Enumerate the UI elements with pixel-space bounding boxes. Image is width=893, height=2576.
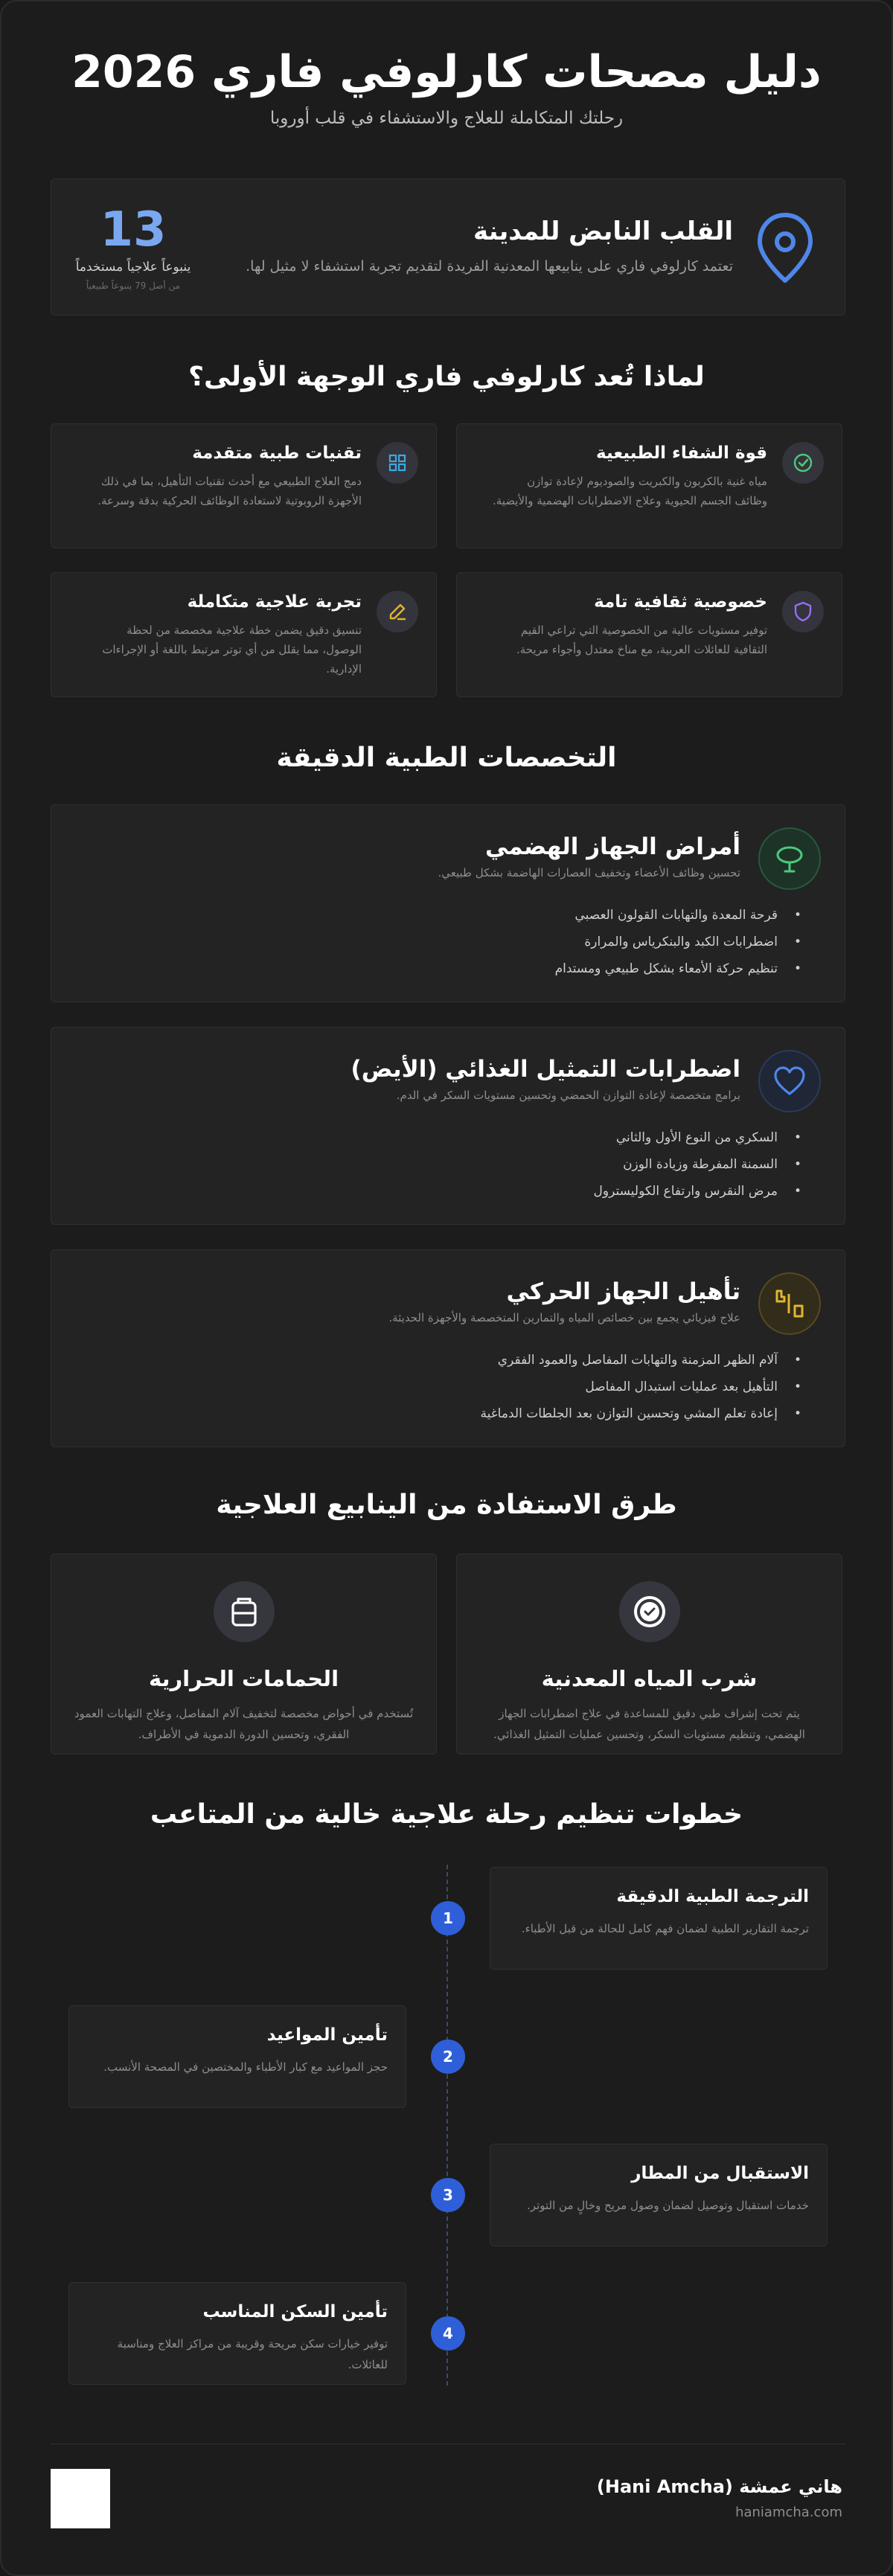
- feature-title: تجربة علاجية متكاملة: [187, 592, 362, 612]
- specialty-points: [594, 1124, 801, 1205]
- hero-title: القلب النابض للمدينة: [473, 217, 733, 246]
- specialty-card-digestive: [51, 804, 845, 1002]
- feature-description: توفير مستويات عالية من الخصوصية التي تراعي القيم الثقافية للعائلات العربية، مع مناخ معتدل وأجواء مريحة.: [516, 624, 767, 656]
- step-description: خدمات استقبال وتوصيل لضمان وصول مريح وخالٍ من التوتر.: [527, 2199, 809, 2212]
- shield-icon: [782, 591, 824, 632]
- author-name: هاني عمشة (Hani Amcha): [596, 2476, 842, 2497]
- list-item: • تنظيم حركة الأمعاء بشكل طبيعي ومستدام: [555, 955, 801, 982]
- method-title: الحمامات الحرارية: [148, 1666, 339, 1691]
- specialty-description: علاج فيزيائي يجمع بين خصائص المياه والتمارين المتخصصة والأجهزة الحديثة.: [388, 1311, 740, 1324]
- hero-card: [51, 179, 845, 315]
- author-website-link[interactable]: haniamcha.com: [735, 2505, 842, 2520]
- why-section-title: لماذا تُعد كارلوفي فاري الوجهة الأولى؟: [188, 362, 705, 392]
- stomach-icon: [758, 827, 821, 890]
- methods-section-title: طرق الاستفادة من الينابيع العلاجية: [216, 1490, 677, 1520]
- timeline-line: [446, 1865, 448, 2386]
- page-title: دليل مصحات كارلوفي فاري 2026: [71, 46, 822, 98]
- hero-stat: [74, 203, 193, 291]
- step-description: توفير خيارات سكن مريحة وقريبة من مراكز العلاج ومناسبة للعائلات.: [117, 2337, 388, 2371]
- method-description: تُستخدم في أحواض مخصصة لتخفيف آلام المفاصل، وعلاج التهابات العمود الفقري، وتحسين الدورة الدموية في الأطراف.: [74, 1707, 414, 1741]
- feature-card-integrated: [51, 572, 437, 697]
- steps-section-title: خطوات تنظيم رحلة علاجية خالية من المتاعب: [150, 1799, 743, 1830]
- feature-title: تقنيات طبية متقدمة: [192, 443, 362, 463]
- method-card-thermal: [51, 1554, 437, 1755]
- specialties-section-title: التخصصات الطبية الدقيقة: [276, 743, 617, 773]
- list-item: • مرض النقرس وارتفاع الكوليسترول: [594, 1178, 801, 1205]
- step-number-badge: 2: [431, 2040, 465, 2074]
- list-item: • السمنة المفرطة وزيادة الوزن: [594, 1151, 801, 1178]
- step-card-airport: [490, 2144, 828, 2246]
- shield-check-icon: [782, 442, 824, 484]
- list-item: • قرحة المعدة والتهابات القولون العصبي: [555, 902, 801, 929]
- feature-card-natural-healing: [456, 423, 842, 548]
- location-pin-icon: [755, 211, 815, 285]
- stat-label: ينبوعاً علاجياً مستخدماً: [75, 260, 191, 275]
- step-number-badge: 1: [431, 1901, 465, 1935]
- pencil-icon: [377, 591, 418, 632]
- specialty-card-motor: [51, 1249, 845, 1447]
- method-description: يتم تحت إشراف طبي دقيق للمساعدة في علاج اضطرابات الجهاز الهضمي، وتنظيم مستويات السكر، وتحسين عمليات التمثيل الغذائي.: [493, 1707, 805, 1741]
- specialty-description: تحسين وظائف الأعضاء وتخفيف العصارات الهاضمة بشكل طبيعي.: [438, 866, 740, 880]
- specialty-title: تأهيل الجهاز الحركي: [506, 1278, 740, 1305]
- page-subtitle: رحلتك المتكاملة للعلاج والاستشفاء في قلب أوروبا: [269, 109, 624, 128]
- list-item: • التأهيل بعد عمليات استبدال المفاصل: [481, 1374, 801, 1400]
- feature-title: خصوصية ثقافية تامة: [594, 592, 767, 612]
- check-circle-icon: [619, 1581, 680, 1642]
- page-header: [1, 40, 892, 128]
- list-item: • اضطرابات الكبد والبنكرياس والمرارة: [555, 929, 801, 955]
- specialty-title: اضطرابات التمثيل الغذائي (الأيض): [351, 1056, 740, 1083]
- feature-card-advanced-tech: [51, 423, 437, 548]
- method-title: شرب المياه المعدنية: [541, 1666, 758, 1691]
- feature-card-privacy: [456, 572, 842, 697]
- list-item: • إعادة تعلم المشي وتحسين التوازن بعد الجلطات الدماغية: [481, 1400, 801, 1427]
- list-item: • آلام الظهر المزمنة والتهابات المفاصل والعمود الفقري: [481, 1347, 801, 1374]
- step-number-badge: 3: [431, 2178, 465, 2212]
- hero-description: تعتمد كارلوفي فاري على ينابيعها المعدنية الفريدة لتقديم تجربة استشفاء لا مثيل لها.: [246, 258, 733, 275]
- stat-sub-label: من أصل 79 ينبوعاً طبيعياً: [86, 281, 181, 291]
- specialty-points: [481, 1347, 801, 1427]
- step-description: حجز المواعيد مع كبار الأطباء والمختصين في المصحة الأنسب.: [103, 2060, 388, 2074]
- joints-icon: [758, 1272, 821, 1335]
- stat-value: 13: [100, 202, 167, 257]
- grid-icon: [377, 442, 418, 484]
- step-number-badge: 4: [431, 2316, 465, 2351]
- feature-description: مياه غنية بالكربون والكبريت والصوديوم لإعادة توازن وظائف الجسم الحيوية وعلاج الاضطرابات الهضمية والأيضية.: [492, 475, 767, 507]
- step-card-translation: [490, 1867, 828, 1970]
- feature-title: قوة الشفاء الطبيعية: [596, 443, 767, 463]
- step-card-housing: [68, 2282, 406, 2385]
- specialty-card-metabolic: [51, 1027, 845, 1225]
- step-title: الترجمة الطبية الدقيقة: [616, 1887, 809, 1906]
- step-title: تأمين السكن المناسب: [202, 2302, 388, 2322]
- specialty-description: برامج متخصصة لإعادة التوازن الحمضي وتحسين مستويات السكر في الدم.: [396, 1089, 740, 1102]
- qr-code-placeholder: [51, 2469, 110, 2528]
- step-card-appointments: [68, 2005, 406, 2108]
- method-card-drinking: [456, 1554, 842, 1755]
- list-item: • السكري من النوع الأول والثاني: [594, 1124, 801, 1151]
- bathtub-icon: [214, 1581, 275, 1642]
- step-description: ترجمة التقارير الطبية لضمان فهم كامل للحالة من قبل الأطباء.: [521, 1922, 809, 1935]
- step-title: تأمين المواعيد: [266, 2025, 388, 2045]
- specialty-points: [555, 902, 801, 982]
- heart-icon: [758, 1050, 821, 1112]
- feature-description: دمج العلاج الطبيعي مع أحدث تقنيات التأهيل، بما في ذلك الأجهزة الروبوتية لاستعادة الوظائف الحركية بدقة وسرعة.: [97, 475, 362, 507]
- step-title: الاستقبال من المطار: [631, 2164, 809, 2183]
- feature-description: تنسيق دقيق يضمن خطة علاجية مخصصة من لحظة الوصول، مما يقلل من أي توتر مرتبط باللغة أو الإجراءات الإدارية.: [102, 624, 362, 676]
- specialty-title: أمراض الجهاز الهضمي: [485, 833, 740, 860]
